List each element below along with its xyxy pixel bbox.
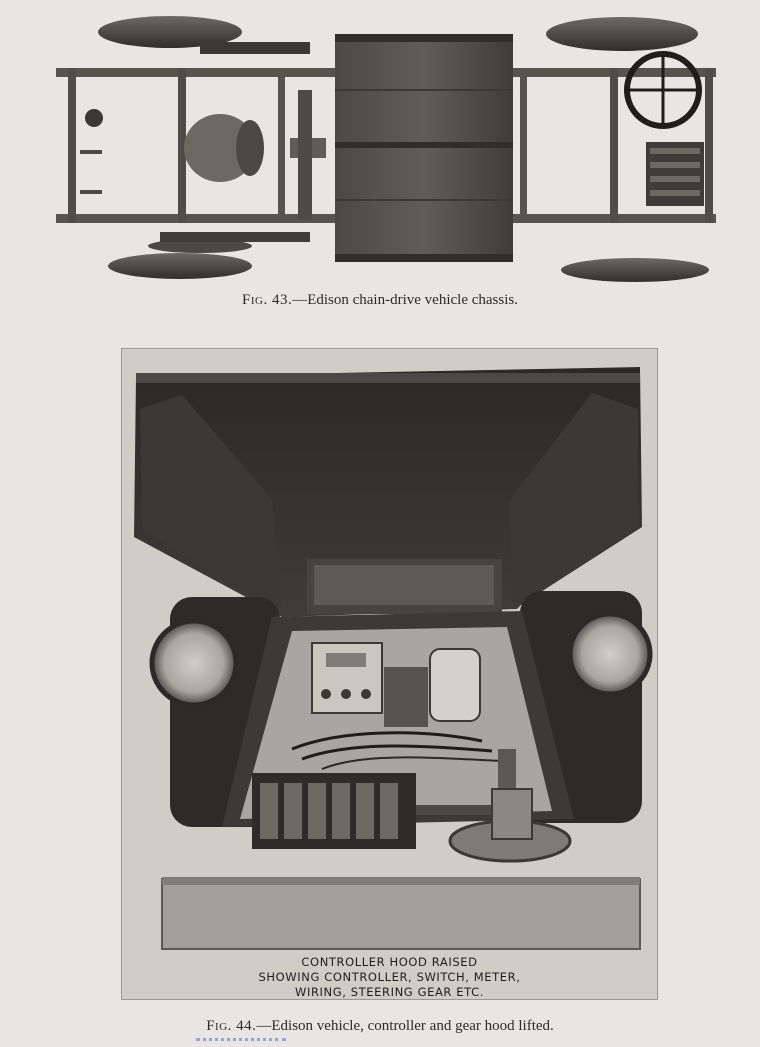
front-apron <box>162 879 640 949</box>
front-right-wheel <box>561 258 709 282</box>
junction-box <box>430 649 480 721</box>
figure-43-text: —Edison chain-drive vehicle chassis. <box>292 292 518 308</box>
figure-43-caption <box>0 292 760 309</box>
right-headlamp <box>570 614 650 694</box>
photo-label-line-1: CONTROLLER HOOD RAISED <box>301 955 478 969</box>
figure-44-number: Fig. 44. <box>206 1018 257 1034</box>
library-stamp-mark <box>196 1038 286 1047</box>
chassis-illustration <box>50 10 730 288</box>
left-headlamp <box>152 621 236 705</box>
switch-box <box>384 667 428 727</box>
photo-label-line-2: SHOWING CONTROLLER, SWITCH, METER, <box>258 970 521 984</box>
photo-label-line-3: WIRING, STEERING GEAR ETC. <box>295 985 484 999</box>
figure-43-number: Fig. 43. <box>242 292 293 308</box>
front-left-wheel <box>546 17 698 51</box>
vehicle-photo <box>121 348 658 1000</box>
rear-right-wheel <box>108 253 252 279</box>
figure-44-caption <box>0 1018 760 1035</box>
figure-44-text: —Edison vehicle, controller and gear hood lifted. <box>256 1018 554 1034</box>
